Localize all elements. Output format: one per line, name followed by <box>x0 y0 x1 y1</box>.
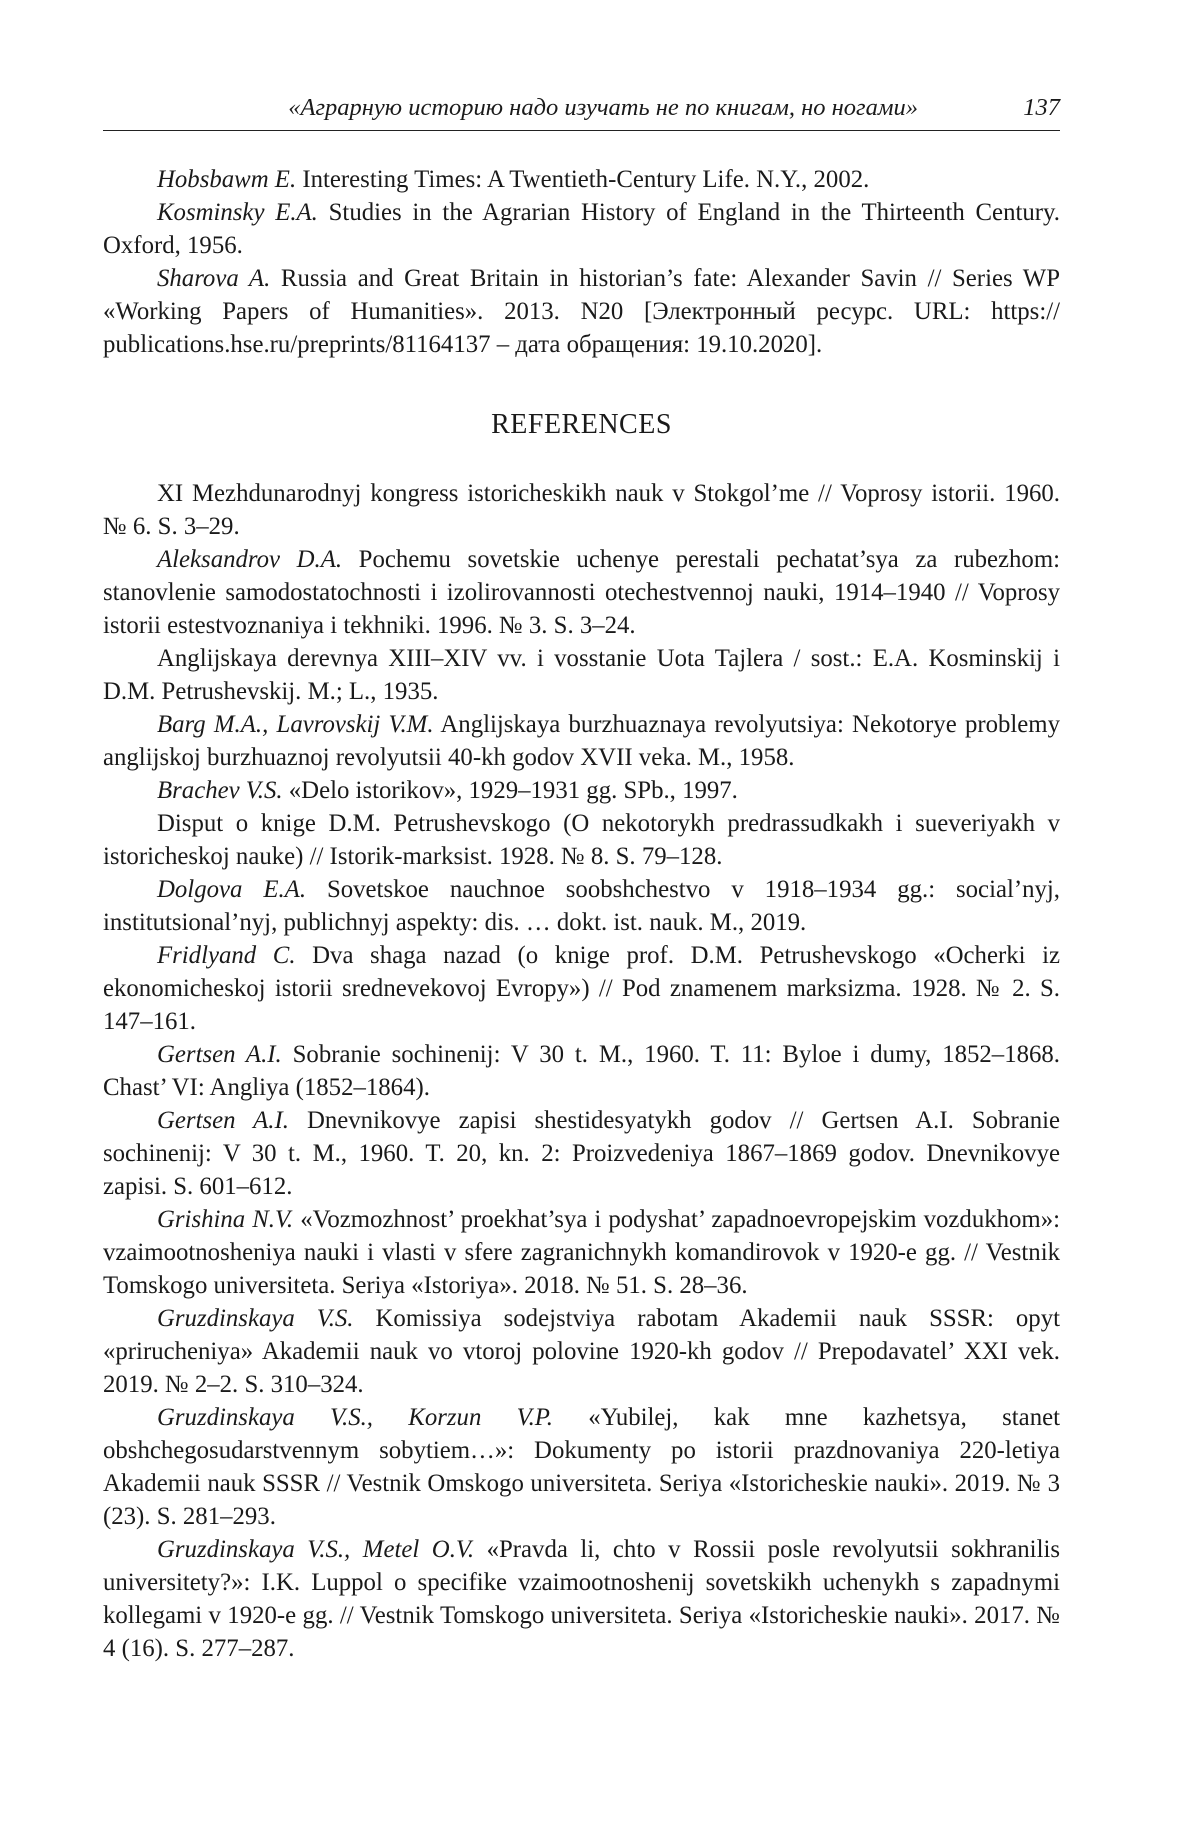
page <box>103 88 1060 1665</box>
references-heading: REFERENCES <box>103 407 1060 443</box>
reference-entry <box>103 1533 1060 1665</box>
reference-entry-text: Dva shaga nazad (o knige prof. D.M. Petrushevskogo «Ocherki iz ekonomicheskoj istorii srednevekovoj Evropy») // Pod znamenem marksizma. 1928. № 2. S. 147–161. <box>103 942 1060 1035</box>
reference-entry-author: Gertsen A.I. <box>157 1107 289 1134</box>
reference-entry-text: «Yubilej, kak mne kazhetsya, stanet obshchegosudarstvennym sobytiem…»: Dokumenty po istorii prazdnovaniya 220-letiya Akademii nauk SSSR // Vestnik Omskogo universiteta. Seriya «Istoricheskie nauki». 2019. № 3 (23). S. 281–293. <box>103 1404 1060 1530</box>
bibliography-list <box>103 163 1060 361</box>
reference-entry-author: Gruzdinskaya V.S., Korzun V.P. <box>157 1404 553 1431</box>
reference-entry <box>103 1104 1060 1203</box>
reference-entry-text: Dnevnikovye zapisi shestidesyatykh godov // Gertsen A.I. Sobranie sochinenij: V 30 t. M., 1960. T. 20, kn. 2: Proizvedeniya 1867–1869 godov. Dnevnikovye zapisi. S. 601–612. <box>103 1107 1060 1200</box>
reference-entry-text: Anglijskaya derevnya XIII–XIV vv. i vosstanie Uota Tajlera / sost.: E.A. Kosminskij i D.M. Petrushevskij. M.; L., 1935. <box>103 645 1060 705</box>
reference-entry-author: Aleksandrov D.A. <box>157 546 342 573</box>
reference-entry-text: «Pravda li, chto v Rossii posle revolyutsii sokhranilis universitety?»: I.K. Luppol o specifike vzaimootnoshenij sovetskikh uchenykh s zapadnymi kollegami v 1920-e gg. // Vestnik Tomskogo universiteta. Seriya «Istoricheskie nauki». 2017. № 4 (16). S. 277–287. <box>103 1536 1060 1662</box>
reference-entry-author: Gertsen A.I. <box>157 1041 282 1068</box>
running-title: «Аграрную историю надо изучать не по книгам, но ногами» <box>103 88 1023 128</box>
reference-entry <box>103 1302 1060 1401</box>
bibliography-entry <box>103 163 1060 196</box>
references-list <box>103 477 1060 1665</box>
reference-entry <box>103 477 1060 543</box>
reference-entry-text: Sovetskoe nauchnoe soobshchestvo v 1918–1934 gg.: social’nyj, institutsional’nyj, publichnyj aspekty: dis. … dokt. ist. nauk. M., 2019. <box>103 876 1060 936</box>
reference-entry-author: Barg M.A., Lavrovskij V.M. <box>157 711 434 738</box>
reference-entry-text: «Vozmozhnost’ proekhat’sya i podyshat’ zapadnoevropejskim vozdukhom»: vzaimootnosheniya nauki i vlasti v sfere zagranichnykh komandirovok v 1920-e gg. // Vestnik Tomskogo universiteta. Seriya «Istoriya». 2018. № 51. S. 28–36. <box>103 1206 1060 1299</box>
reference-entry-text: Komissiya sodejstviya rabotam Akademii nauk SSSR: opyt «prirucheniya» Akademii nauk vo vtoroj polovine 1920-kh godov // Prepodavatel’ XXI vek. 2019. № 2–2. S. 310–324. <box>103 1305 1060 1398</box>
reference-entry-text: Anglijskaya burzhuaznaya revolyutsiya: Nekotorye problemy anglijskoj burzhuaznoj revolyutsii 40-kh godov XVII veka. M., 1958. <box>103 711 1060 771</box>
bibliography-entry-text: Studies in the Agrarian History of England in the Thirteenth Century. Oxford, 1956. <box>103 199 1060 259</box>
bibliography-entry <box>103 262 1060 361</box>
bibliography-entry-author: Kosminsky E.A. <box>157 199 318 226</box>
reference-entry-text: Sobranie sochinenij: V 30 t. M., 1960. T. 11: Byloe i dumy, 1852–1868. Chast’ VI: Angliya (1852–1864). <box>103 1041 1060 1101</box>
reference-entry-author: Dolgova E.A. <box>157 876 306 903</box>
reference-entry-author: Gruzdinskaya V.S., Metel O.V. <box>157 1536 474 1563</box>
bibliography-entry <box>103 196 1060 262</box>
reference-entry-text: Disput o knige D.M. Petrushevskogo (O nekotorykh predrassudkakh i sueveriyakh v istoricheskoj nauke) // Istorik-marksist. 1928. № 8. S. 79–128. <box>103 810 1060 870</box>
reference-entry <box>103 939 1060 1038</box>
reference-entry-author: Fridlyand C. <box>157 942 296 969</box>
bibliography-entry-text: Russia and Great Britain in historian’s fate: Alexander Savin // Series WP «Working Papers of Humanities». 2013. N20 [Электронный ресурс. URL: https:// publications.hse.ru/preprints/81164137 – дата обращения: 19.10.2020]. <box>103 265 1060 358</box>
reference-entry-author: Grishina N.V. <box>157 1206 293 1233</box>
reference-entry <box>103 708 1060 774</box>
reference-entry <box>103 543 1060 642</box>
reference-entry-text: «Delo istorikov», 1929–1931 gg. SPb., 1997. <box>283 777 738 804</box>
reference-entry-text: Pochemu sovetskie uchenye perestali pechatat’sya za rubezhom: stanovlenie samodostatochnosti i izolirovannosti otechestvennoj nauki, 1914–1940 // Voprosy istorii estestvoznaniya i tekhniki. 1996. № 3. S. 3–24. <box>103 546 1060 639</box>
bibliography-entry-author: Sharova A. <box>157 265 270 292</box>
reference-entry <box>103 873 1060 939</box>
reference-entry-text: XI Mezhdunarodnyj kongress istoricheskikh nauk v Stokgol’me // Voprosy istorii. 1960. № 6. S. 3–29. <box>103 480 1060 540</box>
reference-entry <box>103 1203 1060 1302</box>
reference-entry <box>103 1038 1060 1104</box>
reference-entry <box>103 1401 1060 1533</box>
bibliography-entry-author: Hobsbawm E. <box>157 166 296 193</box>
reference-entry <box>103 807 1060 873</box>
bibliography-entry-text: Interesting Times: A Twentieth-Century Life. N.Y., 2002. <box>296 166 869 193</box>
reference-entry-author: Brachev V.S. <box>157 777 283 804</box>
reference-entry <box>103 774 1060 807</box>
reference-entry <box>103 642 1060 708</box>
running-header <box>103 88 1060 131</box>
page-number: 137 <box>1023 88 1060 128</box>
reference-entry-author: Gruzdinskaya V.S. <box>157 1305 354 1332</box>
